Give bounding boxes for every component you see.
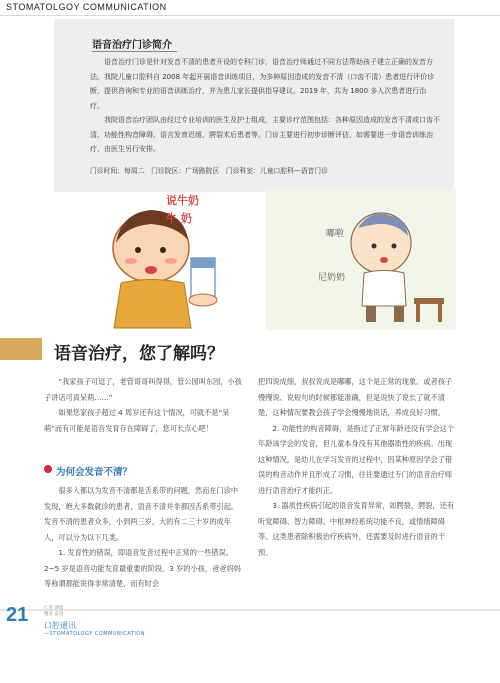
subheading: 为何会发音不清？ bbox=[56, 467, 133, 478]
intro-paragraph-2: 我院语音治疗团队由经过专业培训的医生及护士组成，主要诊疗范围包括：各种原因造成的发音不清或口齿不清、功能性构音障碍、语言发育迟缓、腭裂术后患者等。门诊主要进行初步诊断评估，如需要进一步语音训练治疗，由医生另行安排。 bbox=[90, 116, 440, 153]
section-title: 语音治疗，您了解吗？ bbox=[54, 344, 224, 364]
footer-motto-1: 仁慈 博爱 bbox=[44, 606, 64, 611]
clinic-info: 门诊时间：每周二 门诊院区：广场路院区 门诊科室：儿童口腔科—语音门诊 bbox=[90, 167, 328, 175]
bubble-left-text: 说牛奶 bbox=[166, 194, 199, 207]
right-column bbox=[258, 374, 458, 560]
intro-title: 语音治疗门诊简介 bbox=[92, 40, 172, 51]
header-divider bbox=[0, 15, 500, 16]
bullet-icon bbox=[44, 465, 52, 473]
left-column bbox=[44, 374, 242, 436]
bubble-left-text-2: 牛 奶 bbox=[166, 212, 192, 225]
functional-paragraph: 2. 功能性的构音障碍，是指过了正常年龄还没有学会这个年龄该学会的发音，但儿童本身没有其他器质性的疾病。出现这种情况，是幼儿在学习发音的过程中，因某种原因学会了错误的构音动作并且形成了习惯，往往要通过专门的语音治疗师进行语音治疗才能纠正。 bbox=[258, 423, 455, 495]
intro-paragraph-1: 语音治疗门诊是针对发音不清的患者开设的专科门诊，语音治疗师通过不同方法帮助孩子建立正确的发音方法。我院儿童口腔科自 2008 年起开展语音训练项目，为多种原因造成的发音不清（口齿不清）患者进行评价诊断，提供咨询和专业的语音训练治疗，并为患儿家长提供指导建议。2019 年，共为 1800 多人次患者进行治疗。 bbox=[90, 58, 435, 110]
left-column-body bbox=[44, 483, 242, 592]
bubble-right-text-2: 尼奶奶 bbox=[318, 273, 346, 283]
causes-paragraph: 很多人都以为发音不清都是舌系带的问题，然而在门诊中发现，绝大多数就诊的患者，语音不清并非都因舌系带引起。发音不清的患者众多，小到两三岁，大的有二三十岁的成年人，可以分为以下几类。 bbox=[44, 486, 239, 542]
child-speaking-illustration bbox=[266, 188, 456, 330]
organic-paragraph: 3. 器质性疾病引起的语音发育异常，如腭裂、腭裂，还有听觉障碍、智力障碍、中枢神经系统功能不良，或情绪障碍等。这类患者除积极治疗疾病外，还需要及时进行语音的干预。 bbox=[258, 501, 455, 557]
bubble-right-text: 嘟啦 bbox=[326, 229, 345, 239]
footer-motto-2: 精业 奋进 bbox=[44, 612, 64, 617]
section-banner-bar bbox=[0, 338, 42, 360]
page-number: 21 bbox=[6, 604, 29, 626]
footer-magazine-name: 口腔通讯 bbox=[44, 621, 76, 630]
magazine-header-title: STOMATOLGOY COMMUNICATION bbox=[6, 2, 167, 12]
intro-title-underline bbox=[92, 51, 177, 52]
child-milk-illustration bbox=[96, 188, 271, 330]
footer-divider bbox=[0, 609, 500, 611]
footer-motto bbox=[44, 606, 63, 618]
quote-paragraph: “我家孩子可逗了，老管哥哥叫得得，管公园叫东园，小孩子讲话可真呆萌……” bbox=[44, 377, 242, 402]
warning-paragraph: 如果您家孩子超过 4 周岁还有这个情况，可就不是“呆萌”而有可能是语音发育存在障碍了，您可长点心吧！ bbox=[44, 408, 230, 433]
footer-english-name: —STOMATOLOGY COMMUNICATION bbox=[44, 631, 145, 637]
right-paragraph-1: 把四说成细，叔叔说成是嘟嘟，这个是正常的现象。或者孩子慢慢说、说短句的时候都能准确，但是说快了说长了就不清楚，这种情况要教会孩子学会慢慢地说话，养成良好习惯。 bbox=[258, 377, 453, 417]
developmental-paragraph: 1. 发育性的错误，即语音发音过程中正常的一些错误。2~5 岁是语音功能发育最重要的阶段。3 岁的小孩，爸爸妈妈等称谓都能说得非常清楚，而有时会 bbox=[44, 548, 241, 588]
